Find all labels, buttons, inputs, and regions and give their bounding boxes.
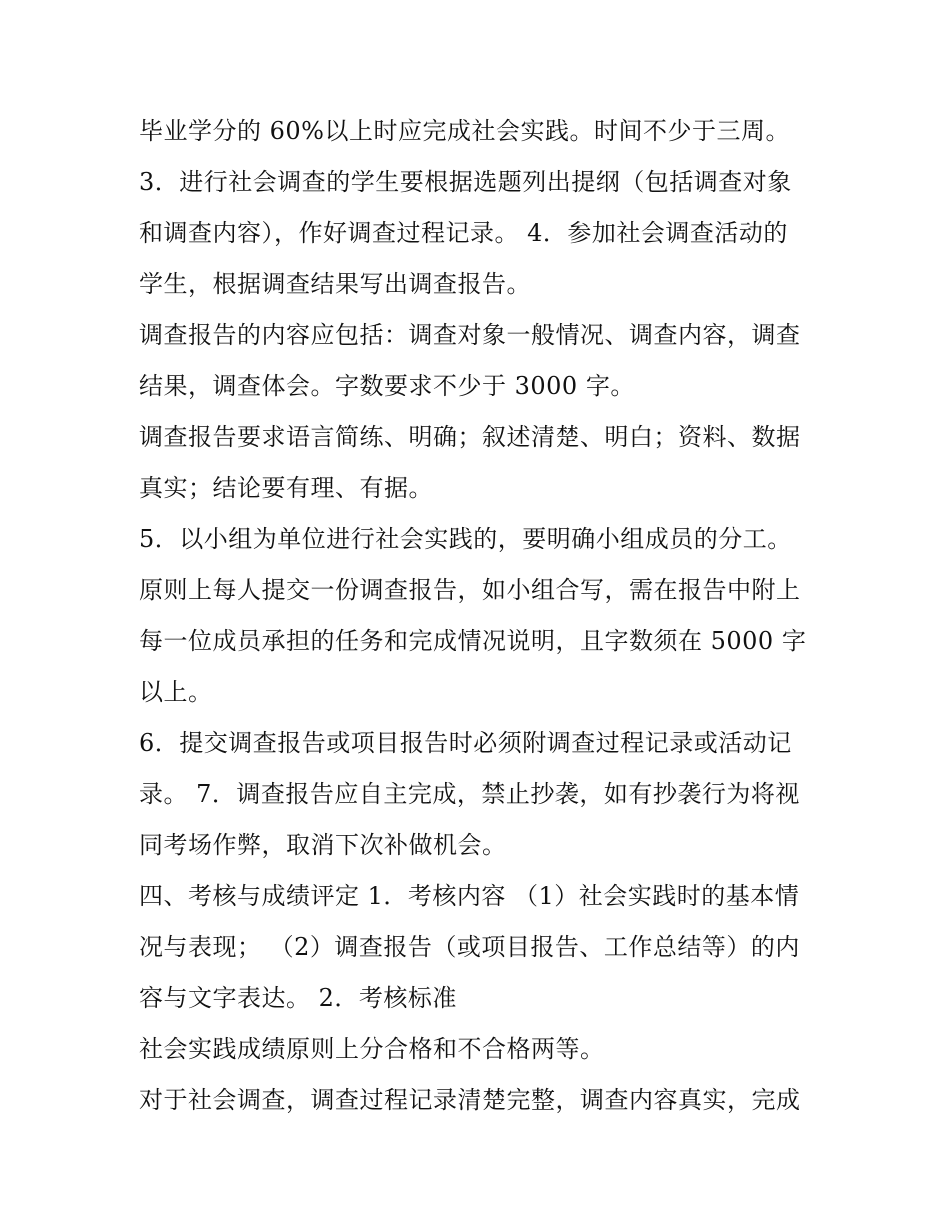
text-line: 结果，调查体会。字数要求不少于 3000 字。 bbox=[139, 372, 635, 400]
text-line: 学生，根据调查结果写出调查报告。 bbox=[139, 270, 531, 298]
text-line: 对于社会调查，调查过程记录清楚完整，调查内容真实，完成 bbox=[139, 1086, 801, 1114]
text-line: 调查报告要求语言简练、明确；叙述清楚、明白；资料、数据 bbox=[139, 423, 801, 451]
text-line: 3．进行社会调查的学生要根据选题列出提纲（包括调查对象 bbox=[139, 168, 792, 196]
text-line: 6．提交调查报告或项目报告时必须附调查过程记录或活动记 bbox=[139, 729, 792, 757]
text-line: 况与表现； （2）调查报告（或项目报告、工作总结等）的内 bbox=[139, 933, 800, 961]
text-line: 和调查内容），作好调查过程记录。 4．参加社会调查活动的 bbox=[139, 219, 788, 247]
text-line: 毕业学分的 60%以上时应完成社会实践。时间不少于三周。 bbox=[139, 117, 790, 145]
text-line: 社会实践成绩原则上分合格和不合格两等。 bbox=[139, 1035, 605, 1063]
text-line: 四、考核与成绩评定 1．考核内容 （1）社会实践时的基本情 bbox=[139, 882, 800, 910]
document-body bbox=[139, 106, 819, 1126]
text-line: 录。 7．调查报告应自主完成，禁止抄袭，如有抄袭行为将视 bbox=[139, 780, 800, 808]
text-line: 每一位成员承担的任务和完成情况说明，且字数须在 5000 字 bbox=[139, 627, 807, 655]
text-line: 5．以小组为单位进行社会实践的，要明确小组成员的分工。 bbox=[139, 525, 792, 553]
text-line: 容与文字表达。 2．考核标准 bbox=[139, 984, 457, 1012]
text-line: 真实；结论要有理、有据。 bbox=[139, 474, 433, 502]
text-line: 以上。 bbox=[139, 678, 213, 706]
text-line: 原则上每人提交一份调查报告，如小组合写，需在报告中附上 bbox=[139, 576, 801, 604]
text-line: 调查报告的内容应包括：调查对象一般情况、调查内容，调查 bbox=[139, 321, 801, 349]
text-line: 同考场作弊，取消下次补做机会。 bbox=[139, 831, 507, 859]
